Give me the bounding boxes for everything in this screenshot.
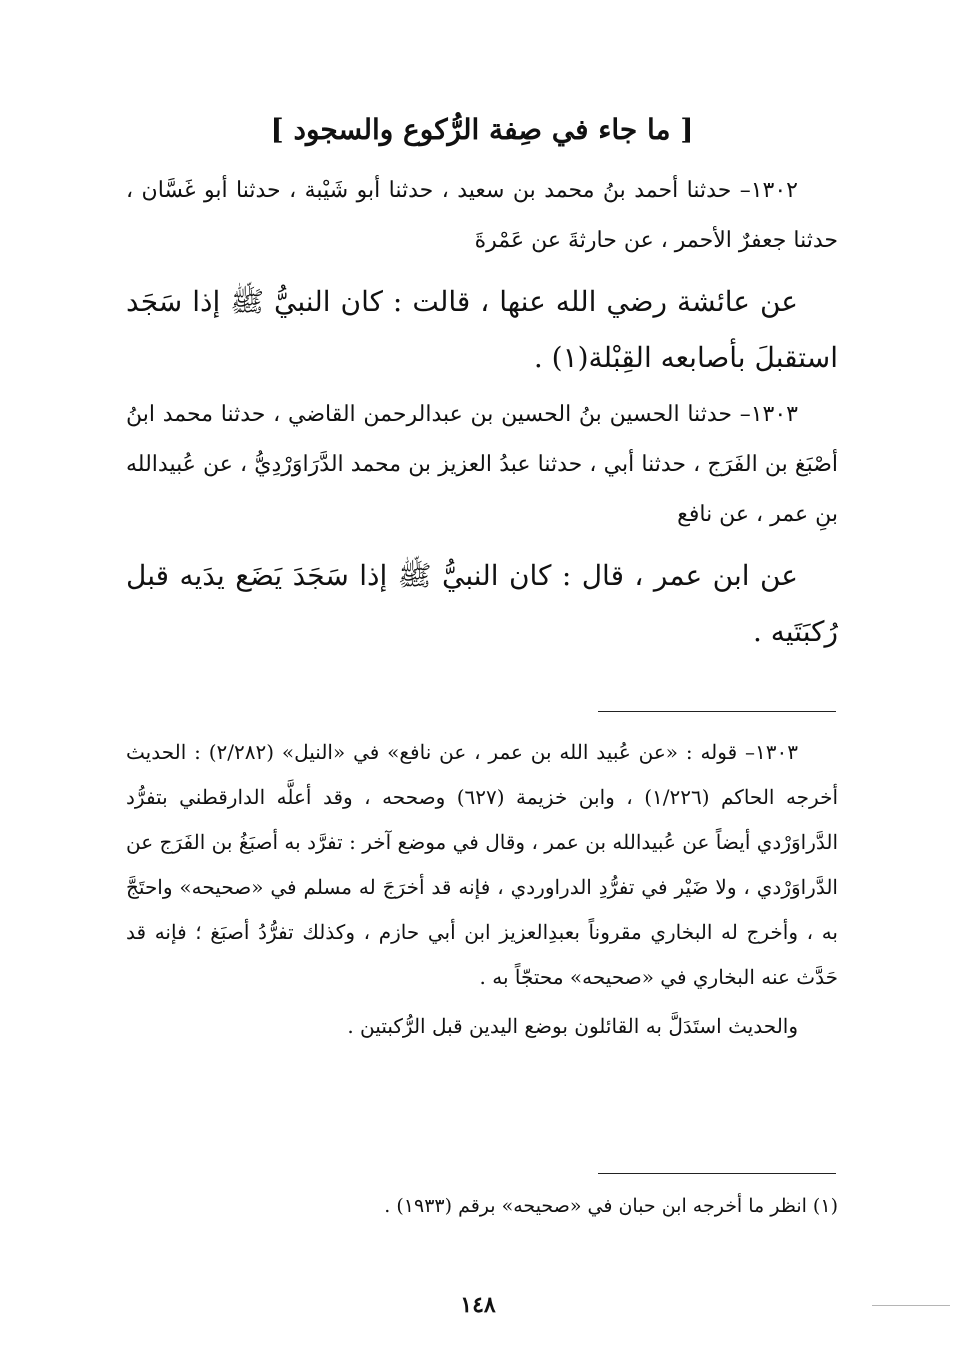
commentary-paragraph-2: والحديث استَدَلَّ به القائلون بوضع اليدين قبل الرُّكبتين .: [347, 1014, 798, 1038]
hadith-1303-isnad: ١٣٠٣– حدثنا الحسين بنُ الحسين بن عبدالرحمن القاضي ، حدثنا محمد ابنُ أصْبَغ بن الفَرَج ، حدثنا أبي ، حدثنا عبدُ العزيز بن محمد الدَّرَاوَرْدِيُّ ، عن عُبيدالله بنِ عمر ، عن نافع: [126, 402, 838, 527]
page-number: ١٤٨: [460, 1292, 496, 1318]
scan-artifact-line: [872, 1305, 950, 1306]
commentary: [126, 730, 838, 1049]
footnote-separator: [598, 1173, 836, 1174]
footnote-1: (١) انظر ما أخرجه ابن حبان في «صحيحه» برقم (١٩٣٣) .: [384, 1195, 838, 1217]
footnotes: [126, 1190, 838, 1222]
hadith-1302: [126, 166, 838, 386]
hadith-1302-isnad: ١٣٠٢– حدثنا أحمد بنُ محمد بن سعيد ، حدثنا أبو شَيْبة ، حدثنا أبو غَسَّان ، حدثنا جعفرٌ الأحمر ، عن حارثةَ عن عَمْرةَ: [126, 178, 838, 253]
hadith-1303: [126, 390, 838, 660]
section-title: [ ما جاء في صِفة الرُّكوع والسجود ]: [270, 113, 694, 146]
hadith-1302-matn: عن عائشة رضي الله عنها ، قالت : كان النبيُّ ﷺ إذا سَجَد استقبلَ بأصابعه القِبْلة(١) .: [126, 285, 838, 374]
commentary-paragraph-1: ١٣٠٣– قوله : «عن عُبيد الله بن عمر ، عن نافع» في «النيل» (٢/٢٨٢) : الحديث أخرجه الحاكم (١/٢٢٦) ، وابن خزيمة (٦٢٧) وصححه ، وقد أعلَّه الدارقطني بتفرُّد الدَّراوَرْدي أيضاً عن عُبيدالله بن عمر ، وقال في موضع آخر : تفرَّد به أصبَغُ بن الفَرَج عن الدَّراوَرْدي ، ولا ضَيْر في تفرُّدِ الدراوردي ، فإنه قد أخرَجَ له مسلم في «صحيحه» واحتَجَّ به ، وأخرج له البخاري مقروناً بعبدِالعزيز ابن أبي حازم ، وكذلك تفرُّدُ أصبَغ ؛ فإنه قد حَدَّث عنه البخاري في «صحيحه» محتجّاً به .: [126, 740, 838, 989]
commentary-separator: [598, 711, 836, 712]
hadith-1303-matn: عن ابن عمر ، قال : كان النبيُّ ﷺ إذا سَجَدَ يَضَع يدَيه قبل رُكبَتَيه .: [126, 559, 838, 648]
